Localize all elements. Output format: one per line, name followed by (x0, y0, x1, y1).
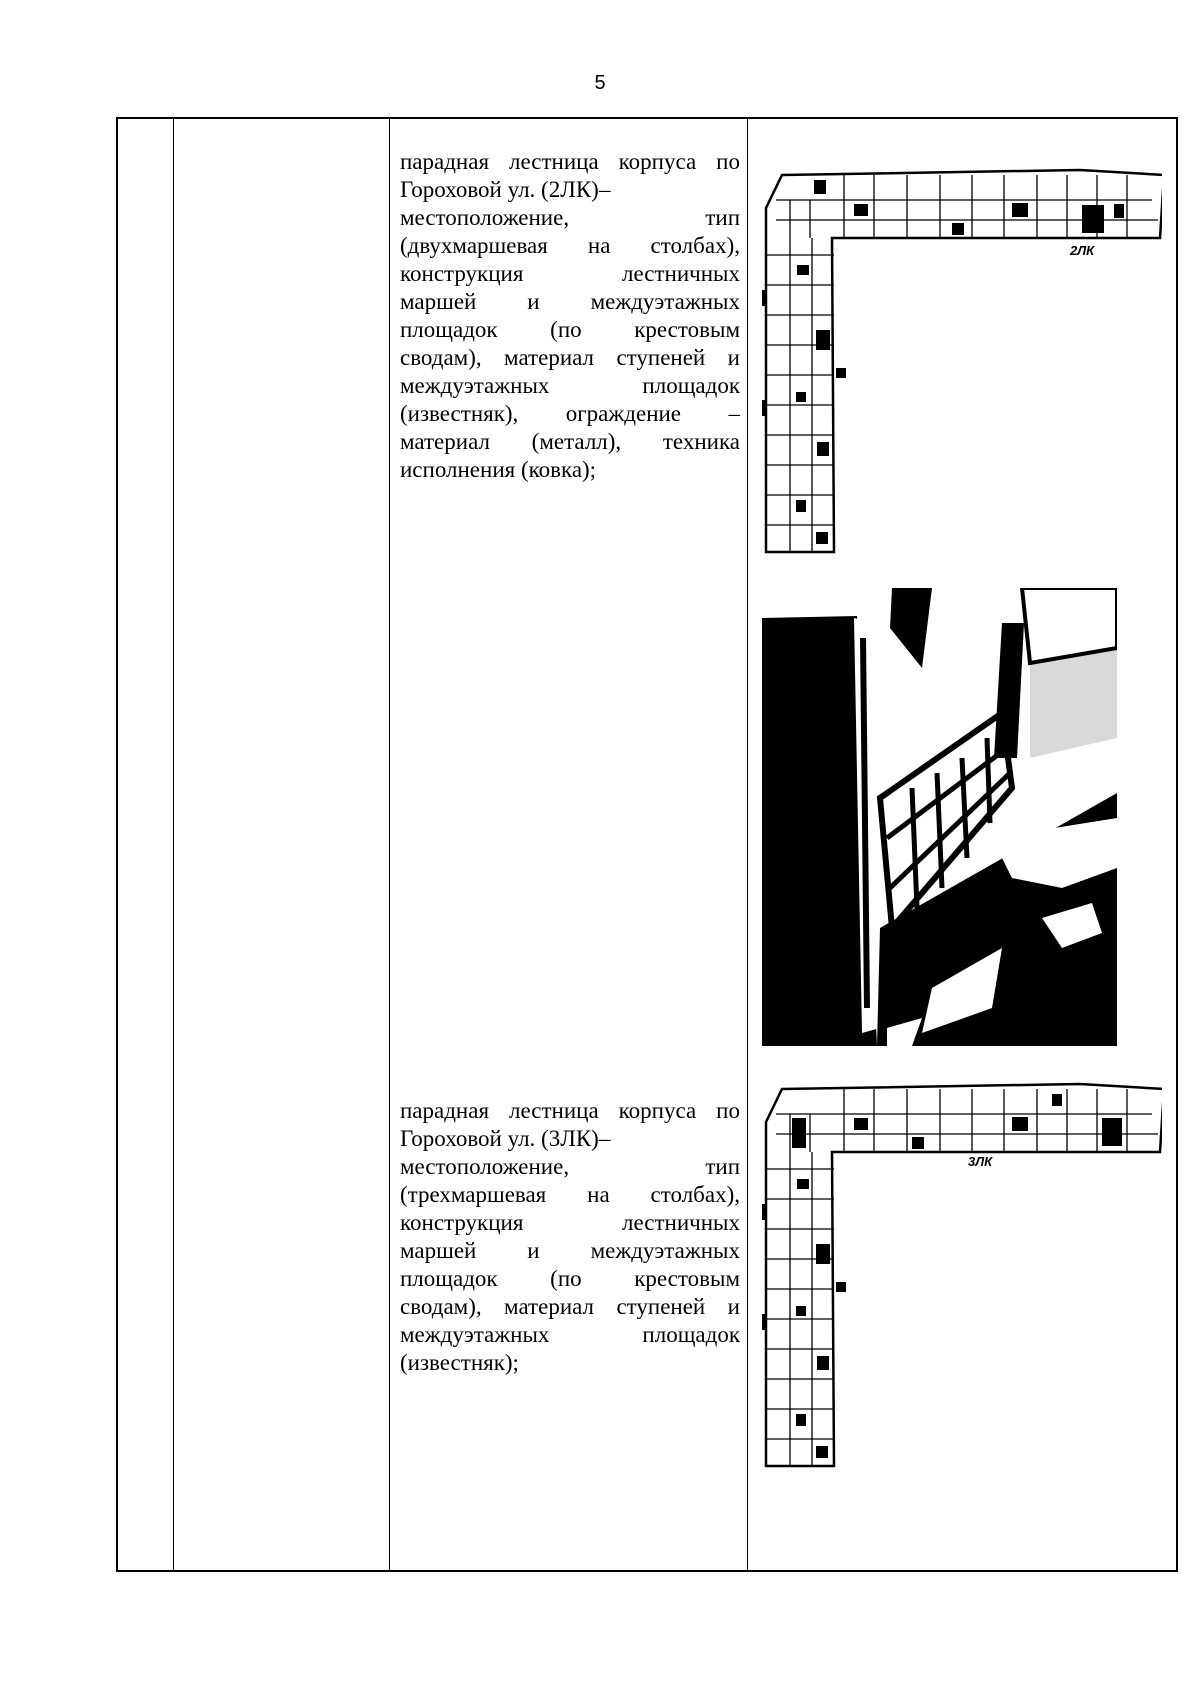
description-word: сводам), (400, 1294, 482, 1319)
description-word: и (727, 1294, 740, 1319)
description-line (400, 1321, 740, 1349)
description-line (400, 428, 740, 456)
description-line (400, 232, 740, 260)
description-line (400, 316, 740, 344)
description-word: площадок (400, 1266, 498, 1291)
staircase-description-3lk (400, 1097, 740, 1377)
description-line (400, 1209, 740, 1237)
description-line (400, 1237, 740, 1265)
description-word: исполнения (ковка); (400, 457, 597, 482)
description-word: на (587, 233, 611, 258)
description-word: (трехмаршевая (400, 1182, 547, 1207)
description-word: по (716, 149, 740, 174)
description-word: ограждение (565, 401, 682, 426)
description-word: площадок (642, 373, 740, 398)
description-line (400, 400, 740, 428)
description-word: ступеней (616, 345, 706, 370)
description-line (400, 372, 740, 400)
description-word: крестовым (634, 1266, 740, 1291)
description-word: техника (662, 429, 740, 454)
description-line (400, 1349, 740, 1377)
description-line (400, 176, 740, 204)
description-word: (известняк); (400, 1350, 519, 1375)
plan-hatching (762, 1094, 1122, 1458)
description-word: корпуса (618, 1098, 697, 1123)
description-word: и (727, 345, 740, 370)
description-word: конструкция (400, 261, 524, 286)
floor-plan-2lk (762, 160, 1162, 555)
description-word: столбах), (650, 233, 740, 258)
plan-rooms (766, 1089, 1158, 1466)
description-word: междуэтажных (590, 1238, 740, 1263)
description-word: местоположение, (400, 1154, 570, 1179)
description-word: площадок (400, 317, 498, 342)
description-word: парадная (400, 1098, 490, 1123)
description-word: Гороховой ул. (2ЛК)– (400, 177, 611, 202)
description-line (400, 1097, 740, 1125)
staircase-photo-2lk (762, 588, 1117, 1046)
description-line (400, 1181, 740, 1209)
description-word: столбах), (650, 1182, 740, 1207)
description-line (400, 260, 740, 288)
column-divider (389, 119, 390, 1570)
column-divider (747, 119, 748, 1570)
description-word: на (587, 1182, 610, 1207)
description-word: материал (504, 1294, 595, 1319)
column-divider (173, 119, 174, 1570)
description-line (400, 288, 740, 316)
description-word: маршей (400, 1238, 477, 1263)
plan-label: 3ЛК (968, 1154, 993, 1169)
description-word: материал (504, 345, 595, 370)
description-line (400, 1153, 740, 1181)
staircase-description-2lk (400, 148, 740, 484)
description-line (400, 1293, 740, 1321)
description-word: (известняк), (400, 401, 519, 426)
description-line (400, 1125, 740, 1153)
description-word: междуэтажных (400, 1322, 550, 1347)
description-line (400, 1265, 740, 1293)
description-word: междуэтажных (400, 373, 550, 398)
description-word: лестница (509, 149, 599, 174)
description-word: ступеней (616, 1294, 706, 1319)
description-word: сводам), (400, 345, 482, 370)
description-word: лестница (509, 1098, 599, 1123)
description-word: тип (705, 205, 740, 230)
description-word: междуэтажных (590, 289, 740, 314)
description-word: лестничных (622, 1210, 740, 1235)
description-word: и (527, 1238, 540, 1263)
plan-label: 2ЛК (1070, 243, 1095, 258)
description-word: местоположение, (400, 205, 570, 230)
description-line (400, 344, 740, 372)
description-word: лестничных (622, 261, 740, 286)
description-word: по (716, 1098, 740, 1123)
description-word: маршей (400, 289, 477, 314)
plan-hatching (762, 180, 1124, 544)
description-word: тип (705, 1154, 740, 1179)
description-word: (по (550, 1266, 582, 1291)
description-word: корпуса (618, 149, 697, 174)
description-word: конструкция (400, 1210, 524, 1235)
description-word: (двухмаршевая (400, 233, 548, 258)
description-word: площадок (642, 1322, 740, 1347)
description-line (400, 148, 740, 176)
description-word: материал (400, 429, 490, 454)
description-word: парадная (400, 149, 490, 174)
description-word: (по (550, 317, 582, 342)
description-line (400, 456, 740, 484)
description-word: (металл), (531, 429, 622, 454)
description-word: крестовым (634, 317, 740, 342)
floor-plan-3lk (762, 1074, 1162, 1469)
description-word: и (527, 289, 540, 314)
description-line (400, 204, 740, 232)
page-number: 5 (594, 72, 606, 94)
description-word: – (728, 401, 740, 426)
description-word: Гороховой ул. (3ЛК)– (400, 1126, 611, 1151)
